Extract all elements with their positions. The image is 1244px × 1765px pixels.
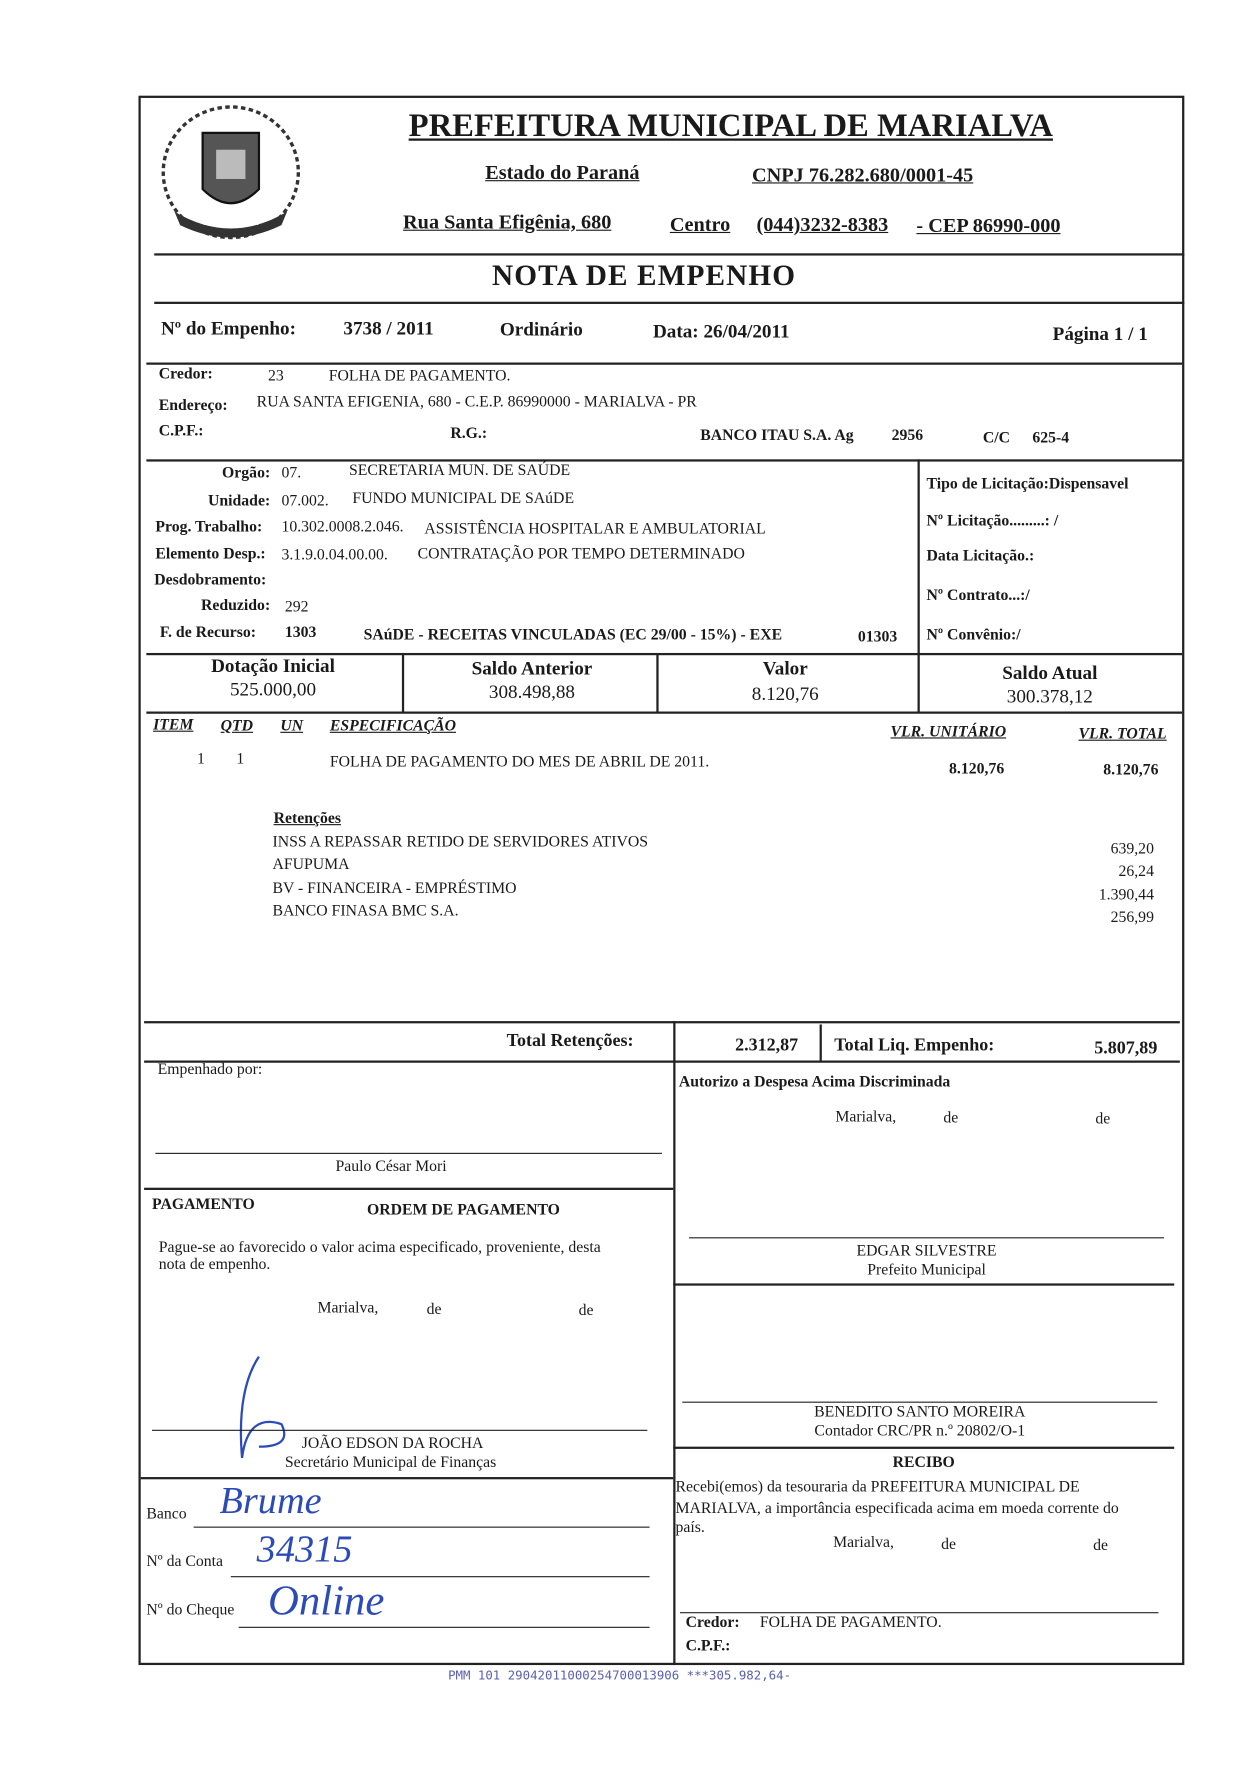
- empenho-number: 3738 / 2011: [343, 317, 434, 339]
- row-total: 8.120,76: [1103, 762, 1159, 780]
- date-de: de: [1095, 1111, 1111, 1129]
- svg-text:MARIALVA: MARIALVA: [203, 216, 259, 229]
- orgao-label: Orgão:: [222, 464, 271, 482]
- date-de: de: [426, 1301, 442, 1319]
- cheque-label: Nº do Cheque: [146, 1602, 235, 1619]
- autorizo-heading: Autorizo a Despesa Acima Discriminada: [678, 1074, 951, 1091]
- header-phone: (044)3232-8383: [756, 212, 889, 236]
- cc-label: C/C: [982, 430, 1010, 447]
- city: Marialva,: [833, 1534, 894, 1552]
- header-state: Estado do Paraná: [485, 160, 640, 184]
- recibo-credor-name: FOLHA DE PAGAMENTO.: [759, 1614, 942, 1632]
- prog-name: ASSISTÊNCIA HOSPITALAR E AMBULATORIAL: [424, 521, 766, 539]
- col-vlr-total: VLR. TOTAL: [1078, 726, 1167, 744]
- banco-handwriting: Brume: [219, 1480, 322, 1523]
- page-number: Página 1 / 1: [1052, 323, 1148, 345]
- empenho-type: Ordinário: [499, 318, 583, 340]
- elem-label: Elemento Desp.:: [155, 546, 266, 563]
- reduzido-value: 292: [284, 598, 309, 616]
- recibo-cpf-label: C.P.F.:: [685, 1638, 731, 1655]
- recibo-text: MARIALVA, a importância especificada acima em moeda corrente do: [675, 1500, 1119, 1518]
- retencao-name: INSS A REPASSAR RETIDO DE SERVIDORES ATIVOS: [272, 834, 649, 852]
- bank-name: BANCO ITAU S.A. Ag: [700, 427, 854, 445]
- address-label: Endereço:: [158, 397, 228, 415]
- retencao-value: 639,20: [1110, 840, 1154, 858]
- elem-name: CONTRATAÇÃO POR TEMPO DETERMINADO: [417, 546, 745, 563]
- recurso-number: 01303: [857, 629, 898, 647]
- rg-label: R.G.:: [450, 425, 488, 443]
- header-title: PREFEITURA MUNICIPAL DE MARIALVA: [408, 108, 1053, 145]
- signature-line: [152, 1430, 647, 1431]
- secretario-title: Secretário Municipal de Finanças: [284, 1454, 497, 1472]
- row-item: 1: [197, 750, 205, 768]
- city: Marialva,: [317, 1300, 379, 1318]
- retencoes-heading: Retenções: [273, 810, 341, 828]
- total-liquido-label: Total Liq. Empenho:: [834, 1035, 995, 1055]
- col-especificacao: ESPECIFICAÇÃO: [329, 718, 457, 736]
- pague-text-2: nota de empenho.: [158, 1256, 271, 1274]
- dotacao-label: Dotação Inicial: [211, 655, 335, 677]
- total-retencoes-value: 2.312,87: [735, 1035, 799, 1055]
- ordem-pagamento-heading: ORDEM DE PAGAMENTO: [367, 1202, 560, 1220]
- unidade-name: FUNDO MUNICIPAL DE SAúDE: [352, 490, 575, 508]
- recibo-text: Recebi(emos) da tesouraria da PREFEITURA MUNICIPAL DE: [675, 1479, 1080, 1497]
- unidade-label: Unidade:: [208, 493, 271, 510]
- orgao-name: SECRETARIA MUN. DE SAÚDE: [348, 462, 571, 480]
- prefeito-name: EDGAR SILVESTRE: [856, 1242, 997, 1260]
- divider: [141, 1477, 674, 1479]
- prog-code: 10.302.0008.2.046.: [281, 518, 404, 536]
- cheque-field[interactable]: [239, 1627, 650, 1628]
- divider: [402, 653, 404, 712]
- divider: [673, 1447, 1174, 1449]
- signature-line: [682, 1402, 1157, 1403]
- recibo-heading: RECIBO: [892, 1454, 955, 1472]
- header-cep: - CEP 86990-000: [916, 213, 1061, 237]
- city: Marialva,: [835, 1108, 897, 1126]
- header-cnpj: CNPJ 76.282.680/0001-45: [752, 163, 974, 186]
- valor-value: 8.120,76: [751, 683, 819, 705]
- handwritten-signature: [225, 1351, 293, 1464]
- divider: [144, 1188, 673, 1190]
- doc-title: NOTA DE EMPENHO: [491, 258, 797, 292]
- retencao-name: AFUPUMA: [272, 856, 350, 874]
- reduzido-label: Reduzido:: [201, 597, 271, 615]
- recurso-name: SAúDE - RECEITAS VINCULADAS (EC 29/00 - 15%) - EXE: [363, 627, 783, 644]
- pagamento-heading: PAGAMENTO: [151, 1196, 255, 1214]
- banco-field[interactable]: [194, 1527, 650, 1528]
- signature-line: [680, 1612, 1158, 1613]
- signature-line: [689, 1237, 1164, 1238]
- tipo-licitacao: Tipo de Licitação:Dispensavel: [926, 476, 1129, 494]
- cheque-handwriting: Online: [267, 1577, 385, 1625]
- conta-handwriting: 34315: [256, 1528, 353, 1571]
- cc-number: 625-4: [1032, 430, 1070, 447]
- retencao-name: BV - FINANCEIRA - EMPRÉSTIMO: [272, 880, 517, 898]
- signature-line: [155, 1153, 662, 1154]
- header-address: Rua Santa Efigênia, 680: [403, 210, 612, 234]
- empenhado-label: Empenhado por:: [157, 1061, 263, 1079]
- header-district: Centro: [669, 212, 731, 236]
- credor-label: Credor:: [158, 365, 213, 383]
- retencao-value: 256,99: [1110, 909, 1154, 927]
- divider: [146, 712, 1182, 714]
- recibo-text: país.: [675, 1519, 705, 1537]
- row-unit: 8.120,76: [949, 761, 1005, 778]
- contrato-number: Nº Contrato...:/: [926, 587, 1030, 605]
- secretario-name: JOÃO EDSON DA ROCHA: [301, 1435, 484, 1453]
- col-item: ITEM: [153, 717, 194, 735]
- divider: [144, 1021, 1180, 1023]
- date-de: de: [943, 1110, 959, 1127]
- valor-label: Valor: [762, 657, 808, 679]
- pague-text: Pague-se ao favorecido o valor acima especificado, proveniente, desta: [158, 1239, 601, 1257]
- row-qtd: 1: [236, 750, 245, 768]
- contador-title: Contador CRC/PR n.º 20802/O-1: [814, 1423, 1026, 1440]
- saldo-atual-label: Saldo Atual: [1002, 661, 1098, 684]
- mechanical-stamp: PMM 101 29042011000254700013906 ***305.982,64-: [448, 1668, 792, 1684]
- empenho-date: Data: 26/04/2011: [652, 320, 790, 343]
- saldo-anterior-value: 308.498,88: [488, 681, 576, 703]
- date-de: de: [941, 1536, 957, 1554]
- credor-code: 23: [267, 368, 284, 386]
- row-spec: FOLHA DE PAGAMENTO DO MES DE ABRIL DE 2011.: [329, 754, 710, 772]
- total-retencoes-label: Total Retenções:: [506, 1031, 634, 1051]
- orgao-code: 07.: [281, 464, 302, 482]
- saldo-anterior-label: Saldo Anterior: [471, 657, 593, 679]
- dotacao-value: 525.000,00: [229, 678, 317, 701]
- col-qtd: QTD: [220, 718, 254, 736]
- retencao-value: 26,24: [1118, 863, 1154, 881]
- cpf-label: C.P.F.:: [158, 423, 204, 441]
- saldo-atual-value: 300.378,12: [1006, 685, 1093, 708]
- banco-label: Banco: [146, 1506, 187, 1524]
- retencao-name: BANCO FINASA BMC S.A.: [272, 902, 459, 920]
- contador-name: BENEDITO SANTO MOREIRA: [814, 1403, 1026, 1421]
- credor-address: RUA SANTA EFIGENIA, 680 - C.E.P. 86990000 - MARIALVA - PR: [256, 394, 697, 411]
- divider: [146, 459, 1182, 461]
- col-un: UN: [280, 718, 304, 736]
- divider: [820, 1024, 822, 1060]
- total-liquido-value: 5.807,89: [1094, 1039, 1158, 1059]
- empenhado-name: Paulo César Mori: [335, 1158, 447, 1176]
- divider: [154, 302, 1184, 304]
- credor-name: FOLHA DE PAGAMENTO.: [328, 368, 511, 386]
- divider: [144, 1061, 1180, 1063]
- bank-agency: 2956: [891, 427, 924, 445]
- empenho-number-label: Nº do Empenho:: [160, 317, 296, 339]
- convenio-number: Nº Convênio:/: [926, 627, 1021, 644]
- date-de: de: [578, 1302, 594, 1320]
- divider: [146, 363, 1182, 365]
- retencao-value: 1.390,44: [1098, 887, 1154, 905]
- date-de: de: [1093, 1537, 1109, 1555]
- prefeito-title: Prefeito Municipal: [867, 1262, 986, 1279]
- recurso-code: 1303: [284, 624, 317, 642]
- recurso-label: F. de Recurso:: [159, 624, 257, 642]
- municipal-coat-of-arms-logo: [158, 99, 304, 245]
- recibo-credor-label: Credor:: [685, 1614, 740, 1632]
- prog-label: Prog. Trabalho:: [155, 518, 263, 536]
- divider: [673, 1021, 675, 1665]
- unidade-code: 07.002.: [281, 493, 329, 510]
- licitacao-number: Nº Licitação.........: /: [926, 513, 1059, 531]
- conta-label: Nº da Conta: [146, 1553, 224, 1571]
- col-vlr-unitario: VLR. UNITÁRIO: [890, 723, 1007, 741]
- data-licitacao: Data Licitação.:: [926, 548, 1035, 566]
- divider: [154, 253, 1184, 255]
- elem-code: 3.1.9.0.04.00.00.: [281, 547, 388, 565]
- divider: [673, 1283, 1174, 1285]
- desdobramento-label: Desdobramento:: [154, 571, 267, 589]
